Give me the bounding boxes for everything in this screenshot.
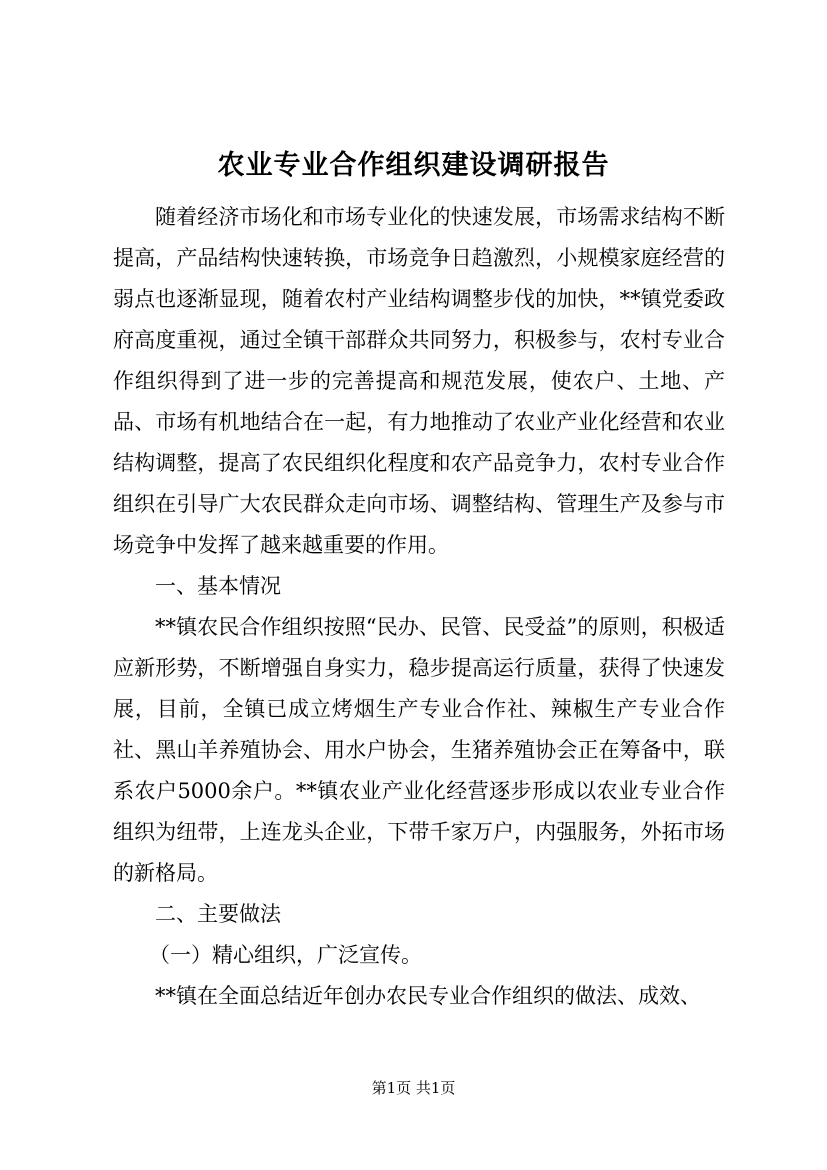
page-footer: 第1页 共1页 xyxy=(371,1079,456,1097)
subsection-heading-organize-publicize: （一）精心组织，广泛宣传。 xyxy=(149,943,422,967)
main-practices-paragraph: **镇在全面总结近年创办农民专业合作组织的做法、成效、 xyxy=(155,984,701,1008)
intro-paragraph: 随着经济市场化和市场专业化的快速发展，市场需求结构不断提高，产品结构快速转换，市场竞争日趋激烈，小规模家庭经营的弱点也逐渐显现，随着农村产业结构调整步伐的加快，**镇党委政府高度重视，通过全镇干部群众共同努力，积极参与，农村专业合作组织得到了进一步的完善提高和规范发展，使农户、土地、产品、市场有机地结合在一起，有力地推动了农业产业化经营和农业结构调整，提高了农民组织化程度和农产品竞争力，农村专业合作组织在引导广大农民群众走向市场、调整结构、管理生产及参与市场竞争中发挥了越来越重要的作用。 xyxy=(113,205,725,557)
section-heading-main-practices: 二、主要做法 xyxy=(155,902,281,926)
section-heading-basic-situation: 一、基本情况 xyxy=(155,574,281,598)
document-body xyxy=(113,197,725,1017)
basic-situation-paragraph: **镇农民合作组织按照“民办、民管、民受益”的原则，积极适应新形势，不断增强自身实力，稳步提高运行质量，获得了快速发展，目前，全镇已成立烤烟生产专业合作社、辣椒生产专业合作社、黑山羊养殖协会、用水户协会，生猪养殖协会正在筹备中，联系农户5000余户。**镇农业产业化经营逐步形成以农业专业合作组织为纽带，上连龙头企业，下带千家万户，内强服务，外拓市场的新格局。 xyxy=(113,615,725,885)
document-title: 农业专业合作组织建设调研报告 xyxy=(217,150,610,181)
